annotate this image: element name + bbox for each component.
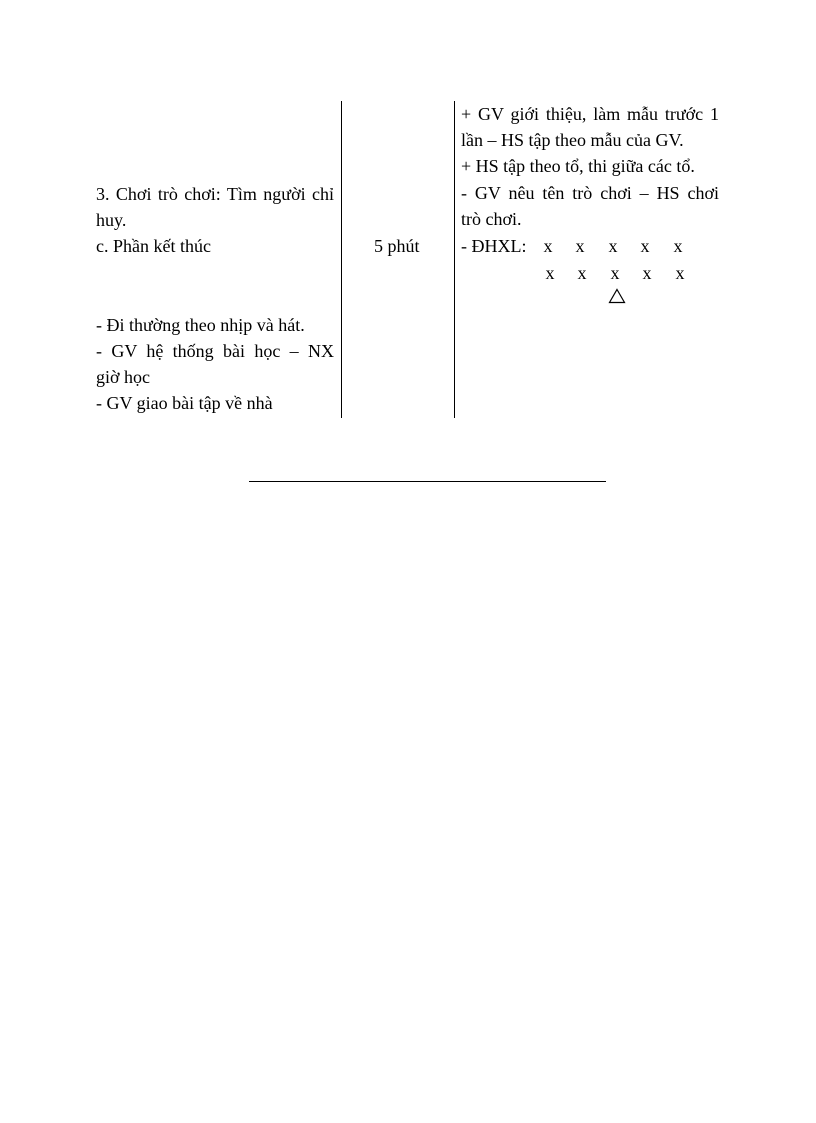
triangle-outline-icon [608, 288, 626, 304]
column-divider-left [341, 101, 342, 418]
formation-mark: x [608, 236, 618, 256]
formation-mark: x [640, 236, 650, 256]
activity-line-5: trò chơi. [461, 209, 522, 229]
duration-label: 5 phút [374, 236, 420, 256]
formation-mark: x [675, 263, 685, 283]
ending-item-review-line-1: - GV hệ thống bài học – NX [96, 341, 334, 361]
formation-mark: x [545, 263, 555, 283]
formation-mark: x [673, 236, 683, 256]
column-divider-right [454, 101, 455, 418]
formation-mark: x [577, 263, 587, 283]
activity-line-2: lần – HS tập theo mẫu của GV. [461, 130, 684, 150]
activity-line-1: + GV giới thiệu, làm mẫu trước 1 [461, 104, 719, 124]
activity-line-3: + HS tập theo tổ, thi giữa các tổ. [461, 156, 695, 176]
formation-label: - ĐHXL: [461, 236, 527, 256]
section-title-ending: c. Phần kết thúc [96, 236, 211, 256]
game-title-line-2: huy. [96, 210, 127, 230]
activity-line-4: - GV nêu tên trò chơi – HS chơi [461, 183, 719, 203]
game-title-line-1: 3. Chơi trò chơi: Tìm người chỉ [96, 184, 334, 204]
formation-mark: x [610, 263, 620, 283]
formation-mark: x [575, 236, 585, 256]
ending-item-homework: - GV giao bài tập về nhà [96, 393, 273, 413]
formation-mark: x [642, 263, 652, 283]
end-of-section-rule [249, 481, 606, 482]
ending-item-review-line-2: giờ học [96, 367, 151, 387]
ending-item-walk-and-sing: - Đi thường theo nhịp và hát. [96, 315, 305, 335]
formation-mark: x [543, 236, 553, 256]
